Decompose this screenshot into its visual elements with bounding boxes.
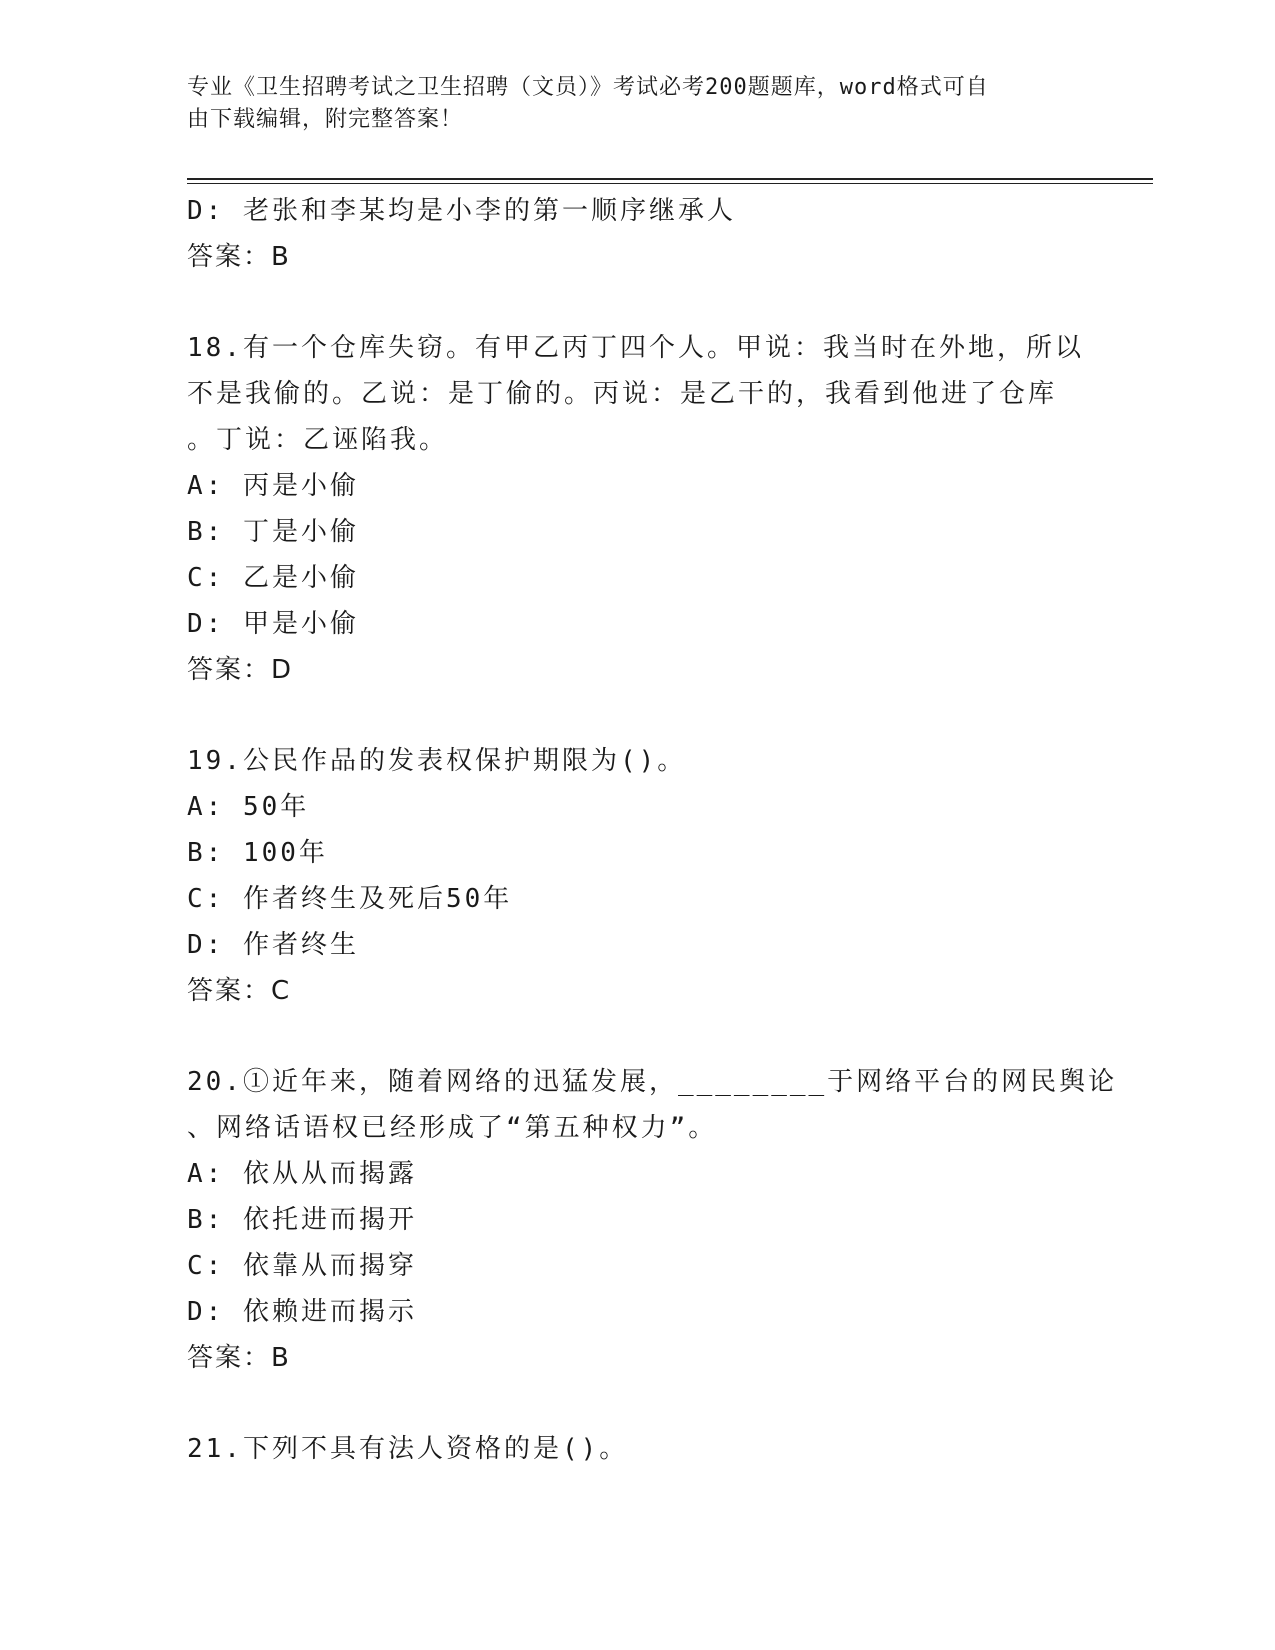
- header-line-1: 专业《卫生招聘考试之卫生招聘（文员）》考试必考200题题库，word格式可自: [187, 75, 989, 100]
- option-d: D: 作者终生: [187, 930, 359, 960]
- question-19: [187, 738, 1087, 1014]
- option-b: B: 100年: [187, 838, 328, 868]
- option-a: A: 50年: [187, 792, 310, 822]
- question-stem: 19.公民作品的发表权保护期限为()。: [187, 746, 687, 776]
- answer: 答案：C: [187, 976, 292, 1006]
- question-list: [187, 188, 1118, 1472]
- header-rule-thin: [187, 183, 1153, 184]
- answer: 答案：B: [187, 1343, 291, 1373]
- document-header: [187, 72, 1067, 136]
- question-stem: 不是我偷的。乙说：是丁偷的。丙说：是乙干的，我看到他进了仓库: [187, 379, 1058, 409]
- option-a: A: 依从从而揭露: [187, 1159, 417, 1189]
- option-a: A: 丙是小偷: [187, 471, 359, 501]
- question-stem: 。丁说：乙诬陷我。: [187, 425, 449, 455]
- header-line-2: 由下载编辑，附完整答案！: [187, 107, 464, 132]
- answer: 答案：D: [187, 655, 294, 685]
- option-c: C: 作者终生及死后50年: [187, 884, 513, 914]
- option-b: B: 依托进而揭开: [187, 1205, 417, 1235]
- option-d: D: 老张和李某均是小李的第一顺序继承人: [187, 196, 736, 226]
- option-c: C: 乙是小偷: [187, 563, 359, 593]
- question-21: [187, 1426, 1087, 1472]
- option-d: D: 依赖进而揭示: [187, 1297, 417, 1327]
- question-stem: 18.有一个仓库失窃。有甲乙丙丁四个人。甲说：我当时在外地，所以: [187, 333, 1084, 363]
- header-rule-thick: [187, 178, 1153, 180]
- question-17-tail: [187, 188, 1087, 280]
- option-d: D: 甲是小偷: [187, 609, 359, 639]
- question-stem: 21.下列不具有法人资格的是()。: [187, 1434, 629, 1464]
- question-20: [187, 1059, 1118, 1381]
- option-c: C: 依靠从而揭穿: [187, 1251, 417, 1281]
- question-stem: 20.①近年来，随着网络的迅猛发展，________于网络平台的网民舆论: [187, 1067, 1118, 1097]
- question-stem: 、网络话语权已经形成了“第五种权力”。: [187, 1113, 718, 1143]
- answer: 答案：B: [187, 242, 291, 272]
- option-b: B: 丁是小偷: [187, 517, 359, 547]
- question-18: [187, 325, 1087, 693]
